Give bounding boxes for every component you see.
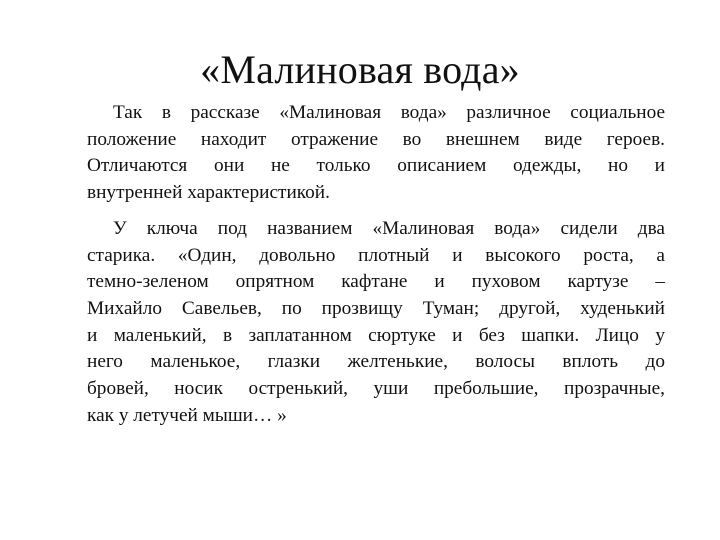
paragraph-2-line-6: него маленькое, глазки желтенькие, волосы вплоть до xyxy=(87,351,665,373)
paragraph-2-line-7: бровей, носик остренький, уши пребольшие, прозрачные, xyxy=(87,378,665,400)
slide-body xyxy=(87,100,665,438)
paragraph-2-line-5: и маленький, в заплатанном сюртуке и без шапки. Лицо у xyxy=(87,324,665,346)
paragraph-2-line-3: темно-зеленом опрятном кафтане и пуховом картузе – xyxy=(87,271,665,293)
paragraph-1-line-1: Так в рассказе «Малиновая вода» различное социальное xyxy=(113,102,665,123)
paragraph-1 xyxy=(87,100,665,207)
paragraph-2-line-4: Михайло Савельев, по прозвищу Туман; другой, худенький xyxy=(87,297,665,319)
paragraph-1-line-3: Отличаются они не только описанием одежды, но и xyxy=(87,155,665,177)
paragraph-1-line-4: внутренней характеристикой. xyxy=(87,182,330,204)
paragraph-2-line-8: как у летучей мыши… » xyxy=(87,404,287,426)
paragraph-2 xyxy=(87,216,665,430)
paragraph-2-line-1: У ключа под названием «Малиновая вода» сидели два xyxy=(113,217,665,239)
paragraph-1-line-2: положение находит отражение во внешнем виде героев. xyxy=(87,128,665,150)
paragraph-2-line-2: старика. «Один, довольно плотный и высокого роста, а xyxy=(87,244,665,266)
slide-title: «Малиновая вода» xyxy=(200,47,520,92)
